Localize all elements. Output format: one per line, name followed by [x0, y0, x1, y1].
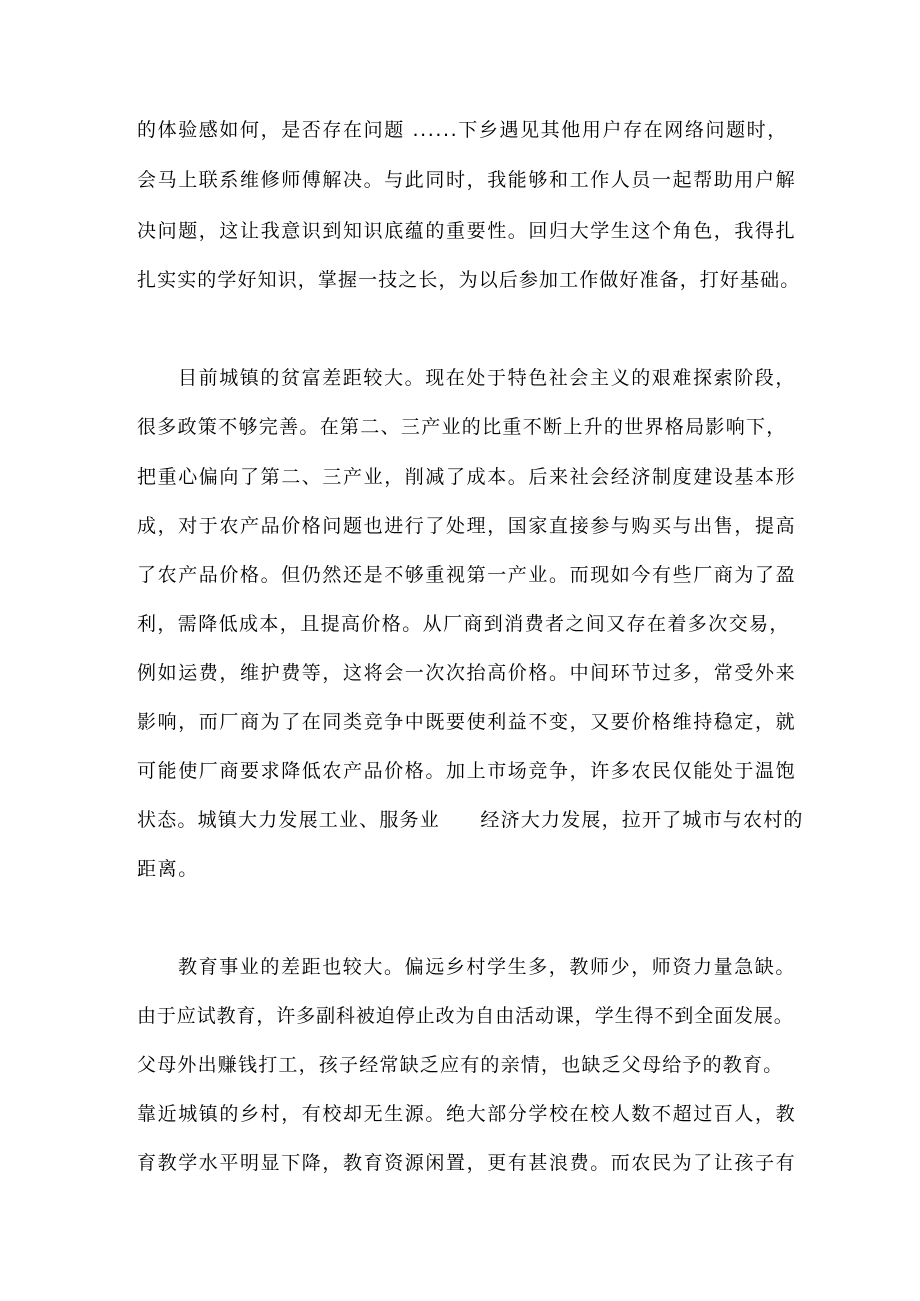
- paragraph-1-line-4: 扎实实的学好知识，掌握一技之长，为以后参加工作做好准备，打好基础。: [137, 269, 801, 291]
- paragraph-3-line-1: 教育事业的差距也较大。偏远乡村学生多，教师少，师资力量急缺。: [178, 956, 797, 978]
- paragraph-3-line-2: 由于应试教育，许多副科被迫停止改为自由活动课，学生得不到全面发展。: [137, 1005, 794, 1027]
- paragraph-2-line-4: 成，对于农产品价格问题也进行了处理，国家直接参与购买与出售，提高: [137, 515, 797, 537]
- paragraph-2-line-7: 例如运费，维护费等，这将会一次次抬高价格。中间环节过多，常受外来: [137, 662, 797, 684]
- paragraph-2-line-5: 了农产品价格。但仍然还是不够重视第一产业。而现如今有些厂商为了盈: [137, 564, 797, 586]
- paragraph-1-line-1: 的体验感如何，是否存在问题 ......下乡遇见其他用户存在网络问题时，: [137, 119, 788, 141]
- paragraph-2-line-9: 可能使厂商要求降低农产品价格。加上市场竞争，许多农民仅能处于温饱: [137, 760, 797, 782]
- paragraph-1-line-2: 会马上联系维修师傅解决。与此同时，我能够和工作人员一起帮助用户解: [137, 169, 797, 191]
- paragraph-2-line-2: 很多政策不够完善。在第二、三产业的比重不断上升的世界格局影响下，: [137, 416, 787, 438]
- paragraph-2-line-1: 目前城镇的贫富差距较大。现在处于特色社会主义的艰难探索阶段，: [178, 367, 797, 389]
- paragraph-3-line-3: 父母外出赚钱打工，孩子经常缺乏应有的亲情，也缺乏父母给予的教育。: [137, 1054, 784, 1076]
- paragraph-2-line-11: 距离。: [137, 858, 199, 880]
- paragraph-3-line-4: 靠近城镇的乡村，有校却无生源。绝大部分学校在校人数不超过百人，教: [137, 1103, 797, 1125]
- paragraph-1-line-3: 决问题，这让我意识到知识底蕴的重要性。回归大学生这个角色，我得扎: [137, 220, 797, 242]
- paragraph-2-line-6: 利，需降低成本，且提高价格。从厂商到消费者之间又存在着多次交易，: [137, 613, 790, 635]
- paragraph-3-line-5: 育教学水平明显下降，教育资源闲置，更有甚浪费。而农民为了让孩子有: [137, 1152, 797, 1174]
- paragraph-2-line-8: 影响，而厂商为了在同类竞争中既要使利益不变，又要价格维持稳定，就: [137, 711, 797, 733]
- paragraph-2-line-3: 把重心偏向了第二、三产业，削减了成本。后来社会经济制度建设基本形: [137, 466, 797, 488]
- paragraph-2-line-10: 状态。城镇大力发展工业、服务业 经济大力发展，拉开了城市与农村的: [137, 809, 804, 831]
